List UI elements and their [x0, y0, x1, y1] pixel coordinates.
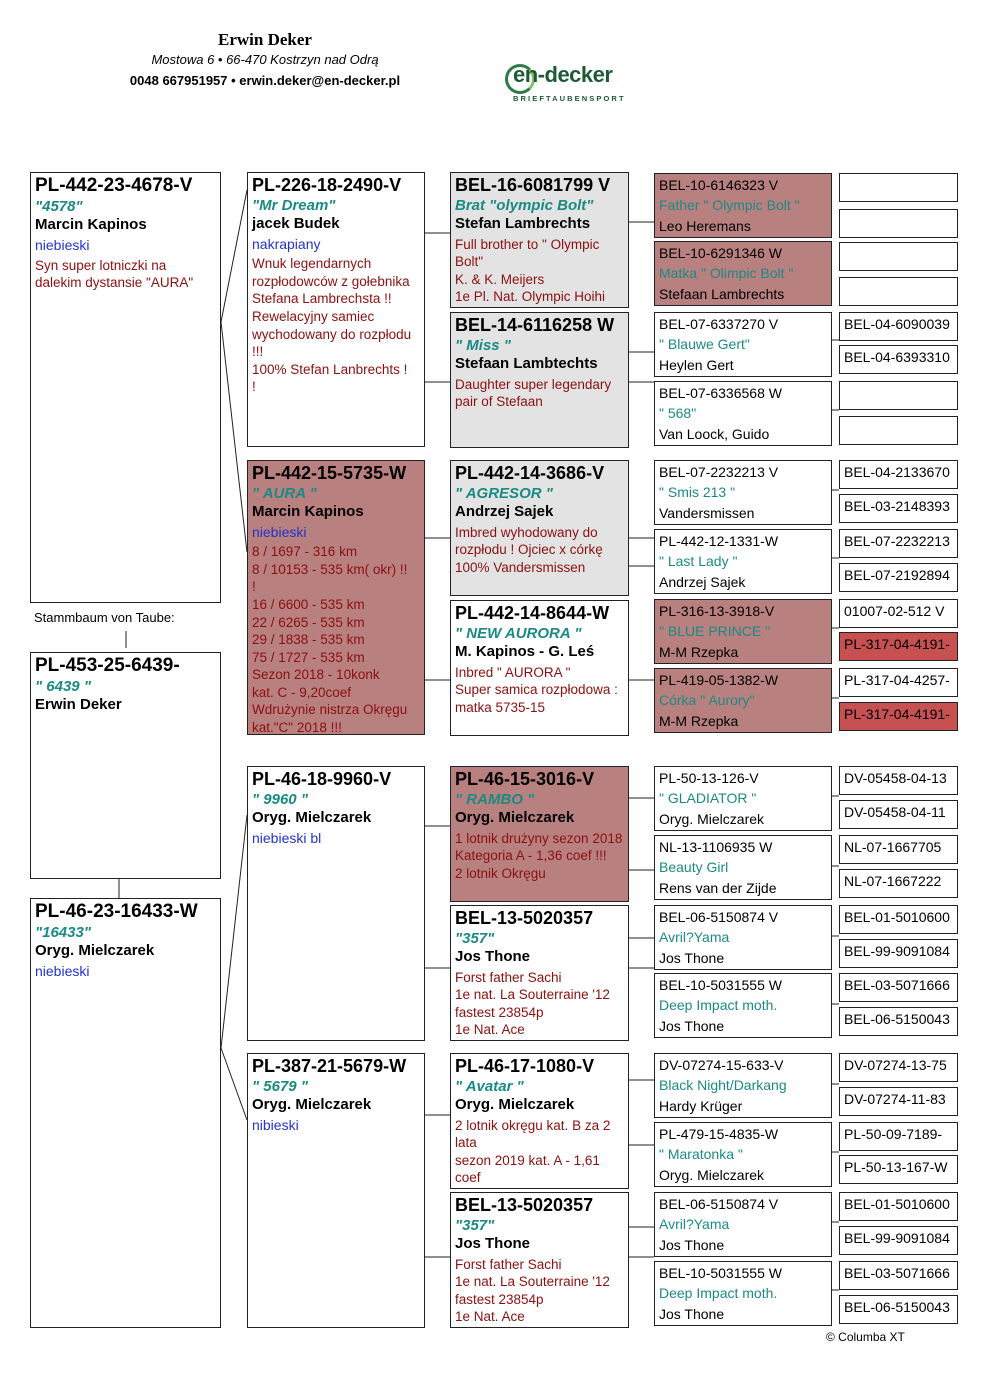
ring-number: NL-13-1106935 W — [659, 839, 773, 855]
owner-name: Oryg. Mielczarek — [659, 1166, 765, 1183]
great-grandparent-card — [654, 1192, 832, 1257]
g5-card — [839, 563, 958, 592]
owner-name: M. Kapinos - G. Leś — [455, 642, 595, 660]
pedigree-note: 8 / 1697 - 316 km 8 / 10153 - 535 km( okr) !! ! 16 / 6600 - 535 km 22 / 6265 - 535 km 29 / 1838 - 535 km 75 / 1727 - 535 km Sezon 2018 - 10konk kat. C - 9,20coef Wdrużynie nistrza Okręgu kat."C" 2018 !!! — [252, 544, 408, 735]
owner-name: Jos Thone — [455, 1234, 531, 1252]
pedigree-note: Inbred " AURORA " Super samica rozpłodowa : matka 5735-15 — [455, 664, 618, 715]
ring-number: BEL-07-2232213 V — [659, 464, 779, 480]
great-grandparent-card — [654, 835, 832, 900]
plumage-color: nibieski — [252, 1116, 299, 1133]
pigeon-name: Deep Impact moth. — [659, 1285, 778, 1302]
pigeon-name: " Avatar " — [455, 1077, 524, 1095]
great-grandparent-card — [654, 599, 832, 664]
ring-number: PL-442-14-8644-W — [455, 603, 610, 623]
g5-card — [839, 1007, 958, 1036]
g5-card — [839, 1226, 958, 1255]
ring-number: BEL-06-5150874 V — [659, 909, 779, 925]
ring-number: BEL-06-5150043 — [844, 1011, 950, 1027]
ring-number: BEL-16-6081799 V — [455, 175, 611, 195]
owner-name: Oryg. Mielczarek — [659, 810, 765, 827]
owner-name: Jos Thone — [659, 1236, 725, 1253]
pigeon-name: "16433" — [35, 923, 91, 941]
owner-name: Vandersmissen — [659, 504, 755, 521]
breeder-name: Erwin Deker — [218, 30, 312, 49]
great-grandparent-card — [654, 766, 832, 831]
plumage-color: nakrapiany — [252, 235, 321, 252]
great-grandparent-card — [654, 1053, 832, 1118]
great-grandparent-card — [654, 1122, 832, 1187]
g5-card — [839, 529, 958, 558]
ring-number: PL-419-05-1382-W — [659, 672, 779, 688]
pigeon-name: "Mr Dream" — [252, 196, 336, 214]
ring-number: BEL-07-6337270 V — [659, 316, 779, 332]
ring-number: BEL-10-6146323 V — [659, 177, 779, 193]
pigeon-name: " AGRESOR " — [455, 484, 553, 502]
ring-number: BEL-04-6393310 — [844, 349, 950, 365]
owner-name: M-M Rzepka — [659, 643, 739, 660]
ring-number: BEL-07-2232213 — [844, 533, 950, 549]
pigeon-name: " BLUE PRINCE " — [659, 623, 771, 640]
owner-name: Stefaan Lambtechts — [455, 354, 598, 372]
ring-number: PL-50-13-167-W — [844, 1159, 948, 1175]
ring-number: 01007-02-512 V — [844, 603, 945, 619]
parent-card — [247, 1053, 425, 1328]
plumage-color: niebieski bl — [252, 829, 322, 846]
pedigree-note: Forst father Sachi 1e nat. La Souterraine '12 fastest 23854p 1e Nat. Ace — [455, 969, 610, 1038]
g5-card — [839, 835, 958, 864]
great-grandparent-card — [654, 529, 832, 594]
grandparent-card — [450, 600, 629, 736]
owner-name: Marcin Kapinos — [35, 215, 147, 233]
owner-name: Stefaan Lambrechts — [659, 285, 785, 302]
great-grandparent-card — [654, 381, 832, 446]
ring-number: BEL-07-6336568 W — [659, 385, 782, 401]
ring-number: PL-226-18-2490-V — [252, 175, 402, 195]
owner-name: Heylen Gert — [659, 356, 734, 373]
owner-name: Stefan Lambrechts — [455, 214, 591, 232]
g5-card — [839, 494, 958, 523]
owner-name: Marcin Kapinos — [252, 502, 364, 520]
ring-number: PL-316-13-3918-V — [659, 603, 775, 619]
pigeon-name: " 9960 " — [252, 790, 308, 808]
pigeon-name: " 5679 " — [252, 1077, 308, 1095]
great-grandparent-card — [654, 668, 832, 733]
owner-name: Jos Thone — [659, 949, 725, 966]
ring-number: BEL-03-5071666 — [844, 1265, 950, 1281]
ring-number: BEL-03-2148393 — [844, 498, 950, 514]
pigeon-name: Avril?Yama — [659, 1216, 730, 1233]
pedigree-note: Wnuk legendarnych rozpłodowców z gołebnika Stefana Lambrechsta !! Rewelacyjny samiec wychodowany do rozpłodu !!! 100% Stefan Lanbrechts ! ! — [252, 256, 412, 395]
ring-number: PL-442-12-1331-W — [659, 533, 779, 549]
pigeon-name: " Smis 213 " — [659, 484, 736, 501]
plumage-color: niebieski — [35, 236, 90, 253]
pigeon-name: " 6439 " — [35, 677, 91, 695]
g5-card — [839, 1087, 958, 1116]
owner-name: Andrzej Sajek — [659, 573, 746, 590]
ring-number: BEL-13-5020357 — [455, 1195, 594, 1215]
connector-line — [221, 322, 247, 552]
ring-number: PL-442-23-4678-V — [35, 175, 193, 196]
pigeon-name: " Maratonka " — [659, 1146, 743, 1163]
parent-card — [247, 172, 425, 447]
logo-subtitle: BRIEFTAUBENSPORT — [513, 94, 626, 103]
ring-number: PL-317-04-4191- — [844, 636, 950, 652]
g5-card — [839, 702, 958, 731]
g5-card — [839, 599, 958, 628]
owner-pigeon-card — [30, 652, 221, 879]
g5-card — [839, 800, 958, 829]
great-grandparent-card — [654, 312, 832, 377]
g5-card — [839, 381, 958, 410]
g5-card — [839, 173, 958, 202]
g5-card — [839, 766, 958, 795]
g5-card — [839, 869, 958, 898]
owner-name: Oryg. Mielczarek — [252, 1095, 372, 1113]
owner-name: Jos Thone — [659, 1017, 725, 1034]
owner-name: Andrzej Sajek — [455, 502, 554, 520]
pigeon-name: " Blauwe Gert" — [659, 336, 750, 353]
pedigree-note: 1 lotnik drużyny sezon 2018 Kategoria A - 1,36 coef !!! 2 lotnik Okręgu — [455, 830, 623, 881]
g5-card — [839, 1053, 958, 1082]
ring-number: BEL-13-5020357 — [455, 908, 594, 928]
grandparent-card — [450, 312, 629, 448]
grandparent-card — [450, 905, 629, 1041]
ring-number: BEL-04-2133670 — [844, 464, 950, 480]
ring-number: PL-442-15-5735-W — [252, 463, 407, 483]
ring-number: DV-05458-04-13 — [844, 770, 947, 786]
ring-number: BEL-06-5150043 — [844, 1299, 950, 1315]
great-grandparent-card — [654, 241, 832, 306]
owner-name: Jos Thone — [455, 947, 531, 965]
ring-number: BEL-14-6116258 W — [455, 315, 615, 335]
owner-name: Hardy Krüger — [659, 1097, 743, 1114]
grandparent-card — [450, 1053, 629, 1189]
g5-card — [839, 416, 958, 445]
ring-number: PL-442-14-3686-V — [455, 463, 605, 483]
owner-name: Oryg. Mielczarek — [455, 808, 575, 826]
owner-name: Jos Thone — [659, 1305, 725, 1322]
great-grandparent-card — [654, 1261, 832, 1326]
pigeon-name: "357" — [455, 1216, 495, 1234]
ring-number: PL-50-13-126-V — [659, 770, 759, 786]
g5-card — [839, 242, 958, 271]
g5-card — [839, 460, 958, 489]
ring-number: BEL-99-9091084 — [844, 943, 950, 959]
pigeon-name: " Last Lady " — [659, 553, 738, 570]
ring-number: BEL-10-5031555 W — [659, 1265, 782, 1281]
g5-card — [839, 632, 958, 661]
owner-name: Van Loock, Guido — [659, 425, 770, 442]
plumage-color: niebieski — [35, 962, 90, 979]
g5-card — [839, 1295, 958, 1324]
ring-number: PL-453-25-6439- — [35, 655, 180, 676]
ring-number: PL-46-23-16433-W — [35, 901, 198, 922]
pigeon-name: " 568" — [659, 405, 697, 422]
pigeon-name: Avril?Yama — [659, 929, 730, 946]
g5-card — [839, 1261, 958, 1290]
g5-card — [839, 1192, 958, 1221]
owner-name: Oryg. Mielczarek — [455, 1095, 575, 1113]
g5-card — [839, 312, 958, 341]
ring-number: BEL-10-6291346 W — [659, 245, 782, 261]
pigeon-name: Matka " Olimpic Bolt " — [659, 265, 794, 282]
owner-name: Rens van der Zijde — [659, 879, 777, 896]
breeder-contact: 0048 667951957 • erwin.deker@en-decker.pl — [129, 73, 401, 88]
g5-card — [839, 905, 958, 934]
connector-line — [221, 815, 247, 1048]
owner-name: Oryg. Mielczarek — [35, 941, 155, 959]
owner-name: Oryg. Mielczarek — [252, 808, 372, 826]
ring-number: BEL-03-5071666 — [844, 977, 950, 993]
ring-number: PL-479-15-4835-W — [659, 1126, 779, 1142]
great-grandparent-card — [654, 905, 832, 970]
g5-card — [839, 1155, 958, 1184]
g5-card — [839, 939, 958, 968]
stammbaum-label: Stammbaum von Taube: — [34, 610, 175, 625]
ring-number: BEL-99-9091084 — [844, 1230, 950, 1246]
ring-number: DV-07274-11-83 — [844, 1091, 946, 1107]
pedigree-note: Full brother to " Olympic Bolt" K. & K. Meijers 1e Pl. Nat. Olympic Hoihi — [455, 236, 606, 305]
ring-number: PL-317-04-4191- — [844, 706, 950, 722]
owner-name: Erwin Deker — [35, 695, 122, 713]
pigeon-name: Deep Impact moth. — [659, 997, 778, 1014]
ring-number: PL-46-15-3016-V — [455, 769, 595, 789]
grandparent-card — [450, 172, 629, 308]
pigeon-name: Black Night/Darkang — [659, 1077, 787, 1094]
parent-card — [247, 766, 425, 1041]
ring-number: DV-07274-13-75 — [844, 1057, 947, 1073]
pigeon-name: Brat "olympic Bolt" — [455, 196, 594, 214]
ring-number: PL-46-18-9960-V — [252, 769, 392, 789]
ring-number: BEL-06-5150874 V — [659, 1196, 779, 1212]
connector-line — [221, 190, 247, 322]
pigeon-name: Córka " Aurory" — [659, 692, 755, 709]
plumage-color: niebieski — [252, 523, 307, 540]
pigeon-name: " RAMBO " — [455, 790, 535, 808]
pigeon-name: " Miss " — [455, 336, 511, 354]
ring-number: PL-387-21-5679-W — [252, 1056, 407, 1076]
pedigree-note: 2 lotnik okręgu kat. B za 2 lata sezon 2019 kat. A - 1,61 coef — [455, 1117, 611, 1186]
logo-text: en-decker — [513, 62, 613, 87]
pedigree-note: Imbred wyhodowany do rozpłodu ! Ojciec x córkę 100% Vandersmissen — [455, 524, 603, 575]
breeder-address: Mostowa 6 • 66-470 Kostrzyn nad Odrą — [151, 52, 379, 67]
pigeon-name: "357" — [455, 929, 495, 947]
grandparent-card — [450, 766, 629, 902]
g5-card — [839, 668, 958, 697]
great-grandparent-card — [654, 173, 832, 238]
mate-pigeon-card — [30, 898, 221, 1328]
ring-number: NL-07-1667705 — [844, 839, 942, 855]
grandparent-card — [450, 460, 629, 596]
ring-number: DV-05458-04-11 — [844, 804, 946, 820]
ring-number: PL-317-04-4257- — [844, 672, 950, 688]
owner-name: Leo Heremans — [659, 217, 751, 234]
g5-card — [839, 209, 958, 238]
great-grandparent-card — [654, 460, 832, 525]
pigeon-name: "4578" — [35, 197, 83, 215]
pedigree-note: Syn super lotniczki na dalekim dystansie "AURA" — [35, 257, 194, 291]
g5-card — [839, 1122, 958, 1151]
footer-copyright: © Columba XT — [826, 1330, 905, 1344]
ring-number: BEL-01-5010600 — [844, 1196, 950, 1212]
pigeon-name: Beauty Girl — [659, 859, 729, 876]
ring-number: NL-07-1667222 — [844, 873, 942, 889]
ring-number: BEL-07-2192894 — [844, 567, 950, 583]
subject-pigeon-card — [30, 172, 221, 603]
ring-number: DV-07274-15-633-V — [659, 1057, 784, 1073]
pigeon-name: " NEW AURORA " — [455, 624, 582, 642]
owner-name: M-M Rzepka — [659, 712, 739, 729]
parent-card — [247, 460, 425, 735]
ring-number: PL-50-09-7189- — [844, 1126, 943, 1142]
g5-card — [839, 973, 958, 1002]
g5-card — [839, 345, 958, 374]
grandparent-card — [450, 1192, 629, 1328]
pedigree-note: Forst father Sachi 1e nat. La Souterraine '12 fastest 23854p 1e Nat. Ace — [455, 1256, 610, 1325]
pigeon-name: " AURA " — [252, 484, 317, 502]
pigeon-name: Father " Olympic Bolt " — [659, 197, 800, 214]
ring-number: BEL-10-5031555 W — [659, 977, 782, 993]
pedigree-note: Daughter super legendary pair of Stefaan — [455, 376, 612, 410]
great-grandparent-card — [654, 973, 832, 1038]
ring-number: BEL-04-6090039 — [844, 316, 950, 332]
ring-number: BEL-01-5010600 — [844, 909, 950, 925]
owner-name: jacek Budek — [252, 214, 340, 232]
g5-card — [839, 277, 958, 306]
ring-number: PL-46-17-1080-V — [455, 1056, 595, 1076]
pigeon-name: " GLADIATOR " — [659, 790, 757, 807]
connector-line — [221, 1048, 247, 1120]
